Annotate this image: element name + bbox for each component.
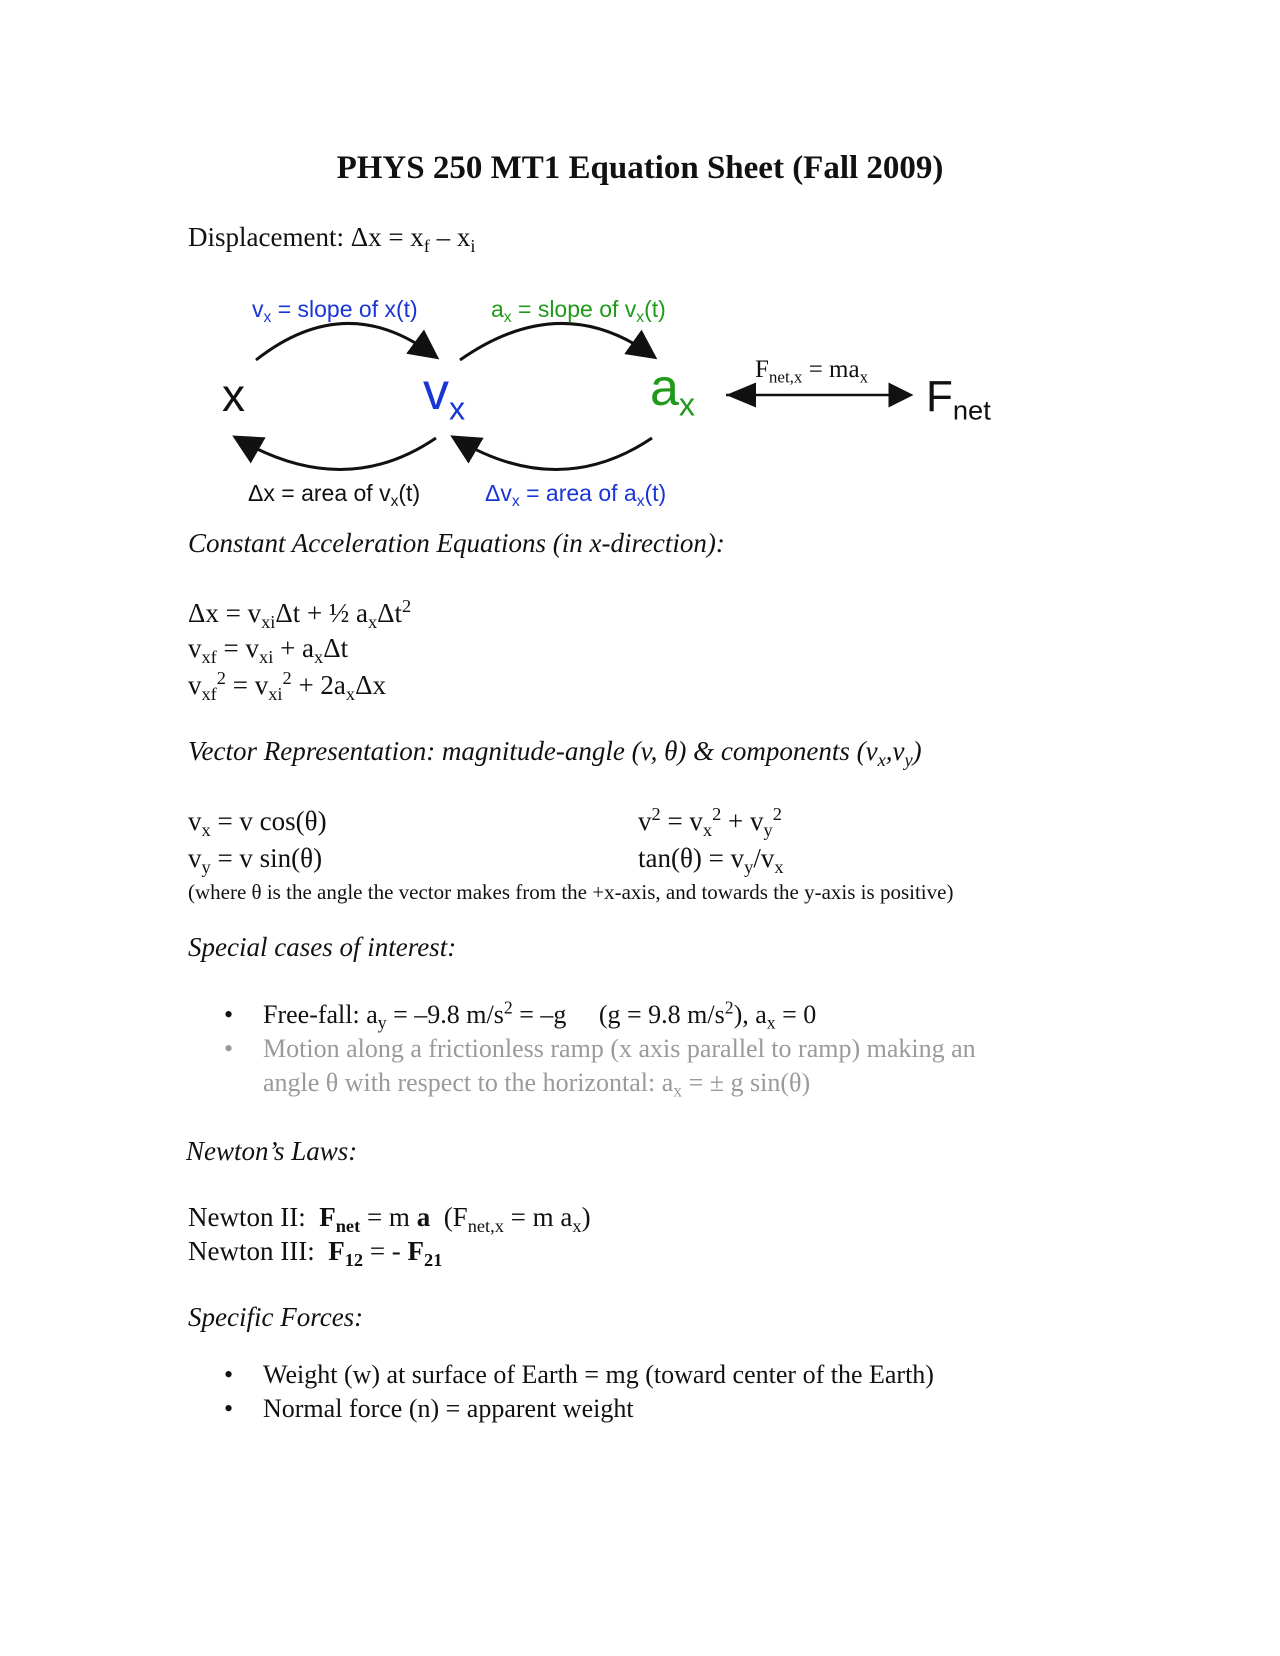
special-heading: Special cases of interest:: [188, 932, 457, 962]
node-vx: $v_x$: [423, 363, 466, 427]
vector-heading: Vector Representation: magnitude-angle (v, θ) & components $(v_x,v_y)$: [188, 736, 922, 770]
vector-vx: $v_x = v$ cos(θ): [188, 806, 327, 840]
arrow-vx-to-x: [240, 438, 436, 470]
label-ax-slope: $a_x$ = slope of $v_x(t)$: [491, 296, 666, 326]
ramp-item-line1: Motion along a frictionless ramp (x axis parallel to ramp) making an: [263, 1034, 976, 1063]
fnet-equation: $F_{net,x} = ma_x$: [755, 356, 869, 387]
bullet: •: [224, 1360, 234, 1389]
node-x: x: [222, 369, 245, 421]
newton-third-law: Newton III: $F_{12}$ = - $F_{21}$: [188, 1236, 443, 1270]
kinematics-diagram-arrows: [0, 0, 1280, 520]
arrow-vx-to-ax: [460, 323, 650, 360]
displacement-equation: Displacement: $\Delta x = x_f - x_i$: [188, 222, 476, 256]
bullet: •: [224, 1394, 234, 1423]
bullet: •: [224, 1000, 234, 1029]
vector-vy: $v_y = v$ sin(θ): [188, 843, 323, 877]
page-title: PHYS 250 MT1 Equation Sheet (Fall 2009): [336, 150, 944, 186]
const-accel-eq3: $v_{xf}^2 = v_{xi}^2 + 2a_x\Delta x$: [188, 667, 386, 704]
label-dvx-area: $\Delta v_x$ = area of $a_x(t)$: [485, 480, 667, 510]
arrow-ax-to-vx: [458, 438, 652, 470]
label-dx-area: Δx = area of $v_x(t)$: [248, 480, 421, 510]
const-accel-eq1: $\Delta x = v_{xi}\Delta t$ + ½ $a_x\Delta t^2$: [188, 595, 412, 632]
const-accel-eq2: $v_{xf} = v_{xi} + a_x\Delta t$: [188, 633, 349, 667]
node-ax: $a_x$: [650, 359, 696, 423]
const-accel-heading: Constant Acceleration Equations (in x-direction):: [188, 528, 725, 558]
forces-heading: Specific Forces:: [188, 1302, 364, 1332]
newton-heading: Newton’s Laws:: [186, 1136, 358, 1166]
vector-tan: $\tan(\theta) = v_y/v_x$: [638, 843, 784, 877]
vector-magnitude: $v^2 = v_x^2 + v_y^2$: [638, 803, 782, 840]
newton-second-law: Newton II: $F_{net} = m$ a ($F_{net,x} = m$ $a_x$): [188, 1202, 591, 1236]
force-item-weight: Weight (w) at surface of Earth = mg (toward center of the Earth): [263, 1360, 934, 1389]
node-fnet: $F_{net}$: [926, 372, 991, 426]
bullet: •: [224, 1034, 234, 1063]
ramp-item-line2: angle θ with respect to the horizontal: $a_x$ = ± g sin(θ): [263, 1068, 811, 1101]
vector-note: (where θ is the angle the vector makes from the +x-axis, and towards the y-axis is positive): [188, 880, 954, 904]
label-vx-slope: $v_x$ = slope of x(t): [252, 296, 418, 326]
arrow-x-to-vx: [256, 323, 432, 360]
force-item-normal: Normal force (n) = apparent weight: [263, 1394, 634, 1423]
freefall-item: Free-fall: $a_y = -9.8$ $m/s^2 = -g$ (g = 9.8 $m/s^2$), $a_x = 0$: [263, 997, 817, 1033]
